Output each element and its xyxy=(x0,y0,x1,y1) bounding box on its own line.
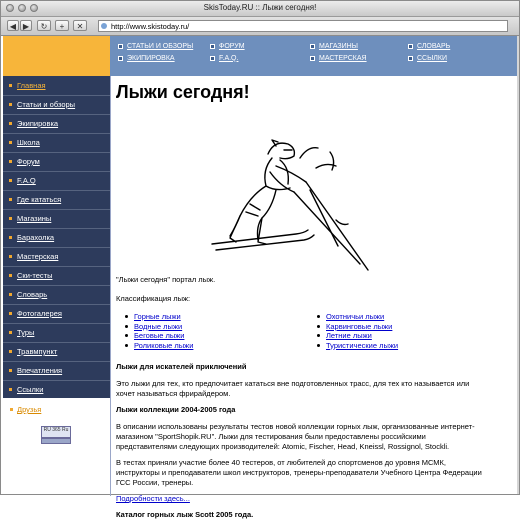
testers-text-line: В тестах приняли участие более 40 тестеров, от любителей до спортсменов до уровня МСМК, xyxy=(116,458,446,467)
top-nav-column-4 xyxy=(408,40,450,64)
sidebar xyxy=(3,76,110,398)
freeride-text-line: Это лыжи для тех, кто предпочитает кататься вне подготовленных трасс, для тех кто называется или xyxy=(116,379,470,388)
freeride-heading: Лыжи для искателей приключений xyxy=(116,362,247,371)
scrollbar[interactable] xyxy=(517,36,519,494)
stop-icon: ✕ xyxy=(76,22,84,31)
forward-arrow-icon: ▶ xyxy=(22,22,30,31)
sidebar-item-faq[interactable]: F.A.Q xyxy=(3,171,110,191)
bullet-icon xyxy=(408,56,413,61)
bullet-icon xyxy=(10,408,13,411)
top-nav-faq[interactable]: F.A.Q. xyxy=(210,52,245,64)
classification-label: Классификация лыж: xyxy=(116,294,191,303)
freeride-text-line: хочет называться фрирайдером. xyxy=(116,389,231,398)
bullet-icon xyxy=(210,44,215,49)
bullet-icon xyxy=(408,44,413,49)
top-nav-forum[interactable]: ФОРУМ xyxy=(210,40,245,52)
counter-badge[interactable]: RU 365 Ru xyxy=(41,426,71,438)
sidebar-item-equipment[interactable]: Экипировка xyxy=(3,114,110,134)
ski-type-link[interactable]: Водные лыжи xyxy=(124,322,193,332)
top-nav-column-1 xyxy=(118,40,193,64)
sidebar-item-photo-gallery[interactable]: Фотогалерея xyxy=(3,304,110,324)
sidebar-item-articles[interactable]: Статьи и обзоры xyxy=(3,95,110,115)
ski-type-link[interactable]: Беговые лыжи xyxy=(124,331,193,341)
plus-icon: + xyxy=(59,22,65,31)
sidebar-footer xyxy=(3,398,110,494)
web-page xyxy=(3,36,517,519)
site-icon xyxy=(101,23,107,29)
sidebar-item-school[interactable]: Школа xyxy=(3,133,110,153)
ski-type-link[interactable]: Роликовые лыжи xyxy=(124,341,193,351)
scott-catalog-heading: Каталог горных лыж Scott 2005 года. xyxy=(116,510,254,519)
title-bar xyxy=(1,1,519,17)
window-title: SkisToday.RU :: Лыжи сегодня! xyxy=(203,3,317,12)
stop-button[interactable] xyxy=(73,20,87,31)
bullet-icon xyxy=(118,44,123,49)
top-navigation xyxy=(110,36,517,76)
ski-type-link[interactable]: Карвинговые лыжи xyxy=(316,322,398,332)
sidebar-item-dictionary[interactable]: Словарь xyxy=(3,285,110,305)
page-title: Лыжи сегодня! xyxy=(116,82,250,102)
logo-area xyxy=(3,36,110,76)
more-details-link[interactable]: Подробности здесь... xyxy=(116,494,190,503)
top-nav-articles[interactable]: СТАТЬИ И ОБЗОРЫ xyxy=(118,40,193,52)
collection-text-line: В описании использованы результаты тестов новой коллекции горных лыж, организованные интернет- xyxy=(116,422,475,431)
intro-text: "Лыжи сегодня" портал лыж. xyxy=(116,275,216,284)
friends-link[interactable]: Друзья xyxy=(17,405,42,414)
collection-text-line: магазином "SportShopik.RU". Лыжи для тестирования были предоставлены российскими xyxy=(116,432,426,441)
back-arrow-icon: ◀ xyxy=(9,22,17,31)
collection-heading: Лыжи коллекции 2004-2005 года xyxy=(116,405,236,414)
sidebar-item-shops[interactable]: Магазины xyxy=(3,209,110,229)
ski-types-left-list xyxy=(124,312,193,350)
top-nav-dictionary[interactable]: СЛОВАРЬ xyxy=(408,40,450,52)
bullet-icon xyxy=(210,56,215,61)
sidebar-item-where-to-ski[interactable]: Где кататься xyxy=(3,190,110,210)
address-text: http://www.skistoday.ru/ xyxy=(111,22,190,31)
ski-type-link[interactable]: Горные лыжи xyxy=(124,312,193,322)
counter-badge-bar xyxy=(41,438,71,444)
top-nav-equipment[interactable]: ЭКИПИРОВКА xyxy=(118,52,193,64)
sidebar-item-flea-market[interactable]: Барахолка xyxy=(3,228,110,248)
top-nav-shops[interactable]: МАГАЗИНЫ xyxy=(310,40,367,52)
top-nav-links[interactable]: ССЫЛКИ xyxy=(408,52,450,64)
testers-text-line: ГСС России, тренеры. xyxy=(116,478,194,487)
bullet-icon xyxy=(310,56,315,61)
sidebar-item-links[interactable]: Ссылки xyxy=(3,380,110,400)
top-nav-column-3 xyxy=(310,40,367,64)
sidebar-item-tours[interactable]: Туры xyxy=(3,323,110,343)
ski-type-link[interactable]: Охотничьи лыжи xyxy=(316,312,398,322)
reload-button[interactable] xyxy=(37,20,51,31)
testers-text-line: инструкторы и преподаватели школ инструкторов, тренеры-преподаватели Учебного Центра Федерации xyxy=(116,468,482,477)
top-nav-column-2 xyxy=(210,40,245,64)
sidebar-item-ski-tests[interactable]: Ски-тесты xyxy=(3,266,110,286)
back-button[interactable] xyxy=(7,20,19,31)
sidebar-item-forum[interactable]: Форум xyxy=(3,152,110,172)
sidebar-item-first-aid[interactable]: Травмпункт xyxy=(3,342,110,362)
address-bar[interactable] xyxy=(98,20,508,32)
browser-toolbar xyxy=(1,17,519,36)
sidebar-item-impressions[interactable]: Впечатления xyxy=(3,361,110,381)
skier-illustration xyxy=(206,116,376,266)
top-nav-workshop[interactable]: МАСТЕРСКАЯ xyxy=(310,52,367,64)
sidebar-item-home[interactable]: Главная xyxy=(3,76,110,96)
column-divider xyxy=(110,76,111,496)
bullet-icon xyxy=(310,44,315,49)
bullet-icon xyxy=(118,56,123,61)
ski-type-link[interactable]: Туристические лыжи xyxy=(316,341,398,351)
ski-type-link[interactable]: Летние лыжи xyxy=(316,331,398,341)
sidebar-item-workshop[interactable]: Мастерская xyxy=(3,247,110,267)
ski-types-right-list xyxy=(316,312,398,350)
reload-icon: ↻ xyxy=(40,22,48,31)
forward-button[interactable] xyxy=(20,20,32,31)
bookmark-button[interactable] xyxy=(55,20,69,31)
collection-text-line: представителями следующих производителей: Atomic, Fischer, Head, Kneissl, Rossignol, Stockli. xyxy=(116,442,450,451)
